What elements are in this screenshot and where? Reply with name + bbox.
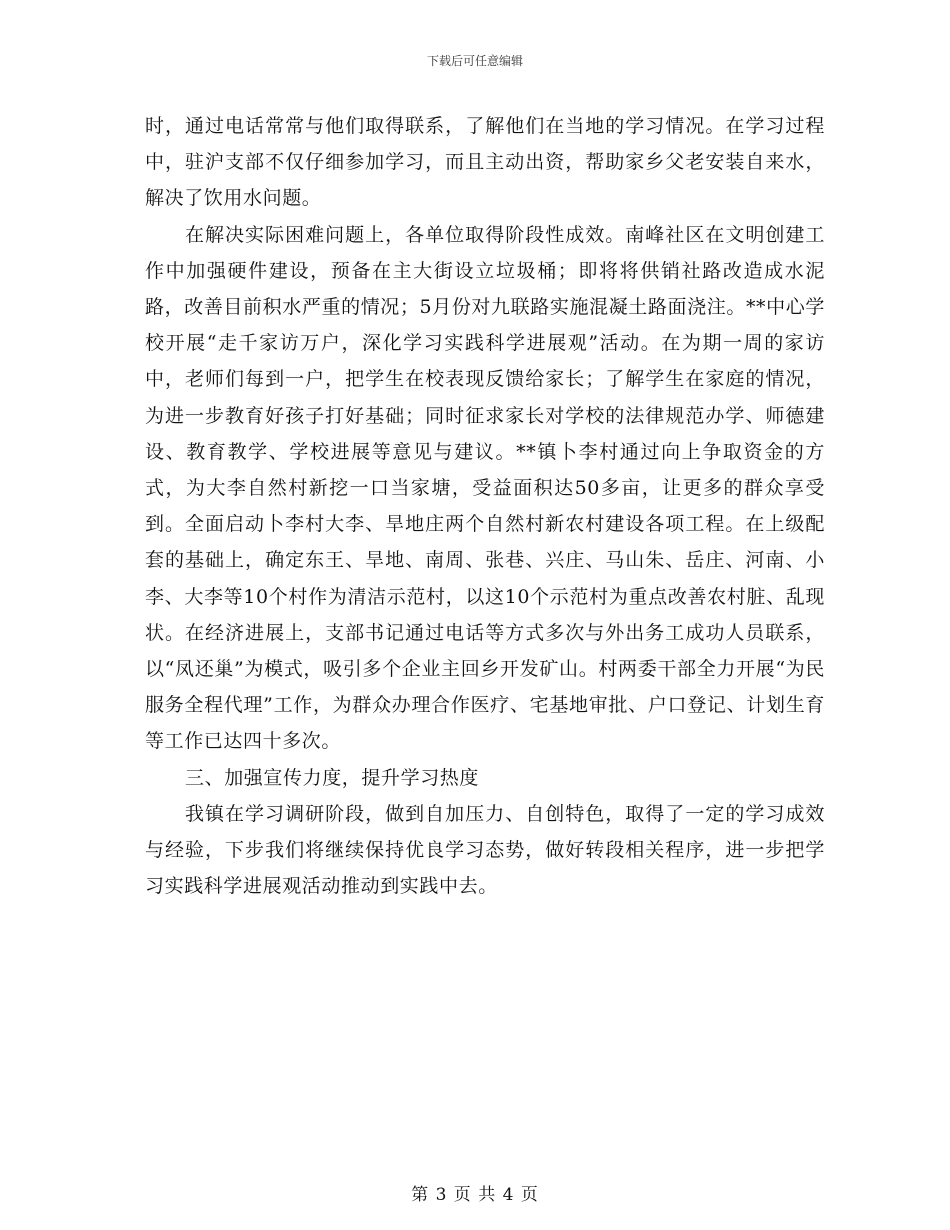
- document-body: [145, 108, 825, 904]
- page-footer: 第 3 页 共 4 页: [411, 1185, 539, 1205]
- paragraph-3: 我镇在学习调研阶段，做到自加压力、自创特色，取得了一定的学习成效与经验，下步我们将继续保持优良学习态势，做好转段相关程序，进一步把学习实践科学进展观活动推动到实践中去。: [145, 802, 825, 898]
- section-heading: 三、加强宣传力度，提升学习热度: [185, 766, 480, 789]
- page-header: 下载后可任意编辑: [426, 54, 523, 68]
- paragraph-2: 在解决实际困难问题上，各单位取得阶段性成效。南峰社区在文明创建工作中加强硬件建设，预备在主大街设立垃圾桶；即将将供销社路改造成水泥路，改善目前积水严重的情况；5月份对九联路实施混凝土路面浇注。**中心学校开展“走千家访万户，深化学习实践科学进展观”活动。在为期一周的家访中，老师们每到一户，把学生在校表现反馈给家长；了解学生在家庭的情况，为进一步教育好孩子打好基础；同时征求家长对学校的法律规范办学、师德建设、教育教学、学校进展等意见与建议。**镇卜李村通过向上争取资金的方式，为大李自然村新挖一口当家塘，受益面积达50多亩，让更多的群众享受到。全面启动卜李村大李、旱地庄两个自然村新农村建设各项工程。在上级配套的基础上，确定东王、旱地、南周、张巷、兴庄、马山朱、岳庄、河南、小李、大李等10个村作为清洁示范村，以这10个示范村为重点改善农村脏、乱现状。在经济进展上，支部书记通过电话等方式多次与外出务工成功人员联系，以“凤还巢”为模式，吸引多个企业主回乡开发矿山。村两委干部全力开展“为民服务全程代理”工作，为群众办理合作医疗、宅基地审批、户口登记、计划生育等工作已达四十多次。: [145, 223, 825, 753]
- paragraph-1: 时，通过电话常常与他们取得联系，了解他们在当地的学习情况。在学习过程中，驻沪支部不仅仔细参加学习，而且主动出资，帮助家乡父老安装自来水，解决了饮用水问题。: [145, 115, 825, 210]
